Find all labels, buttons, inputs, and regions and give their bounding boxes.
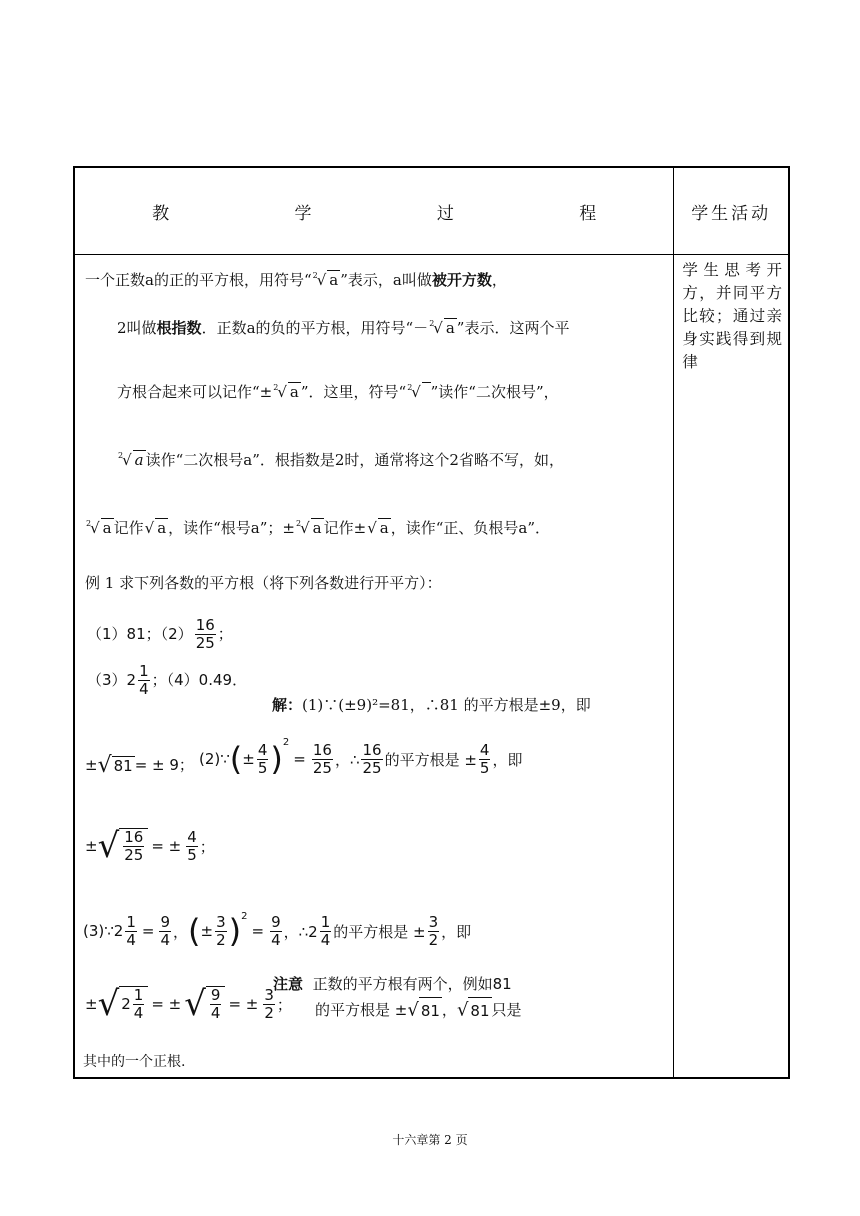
text: ； [199,837,215,856]
text: ± [85,995,98,1013]
denominator: 4 [320,930,331,949]
text: ， [491,271,507,289]
square-root: √ $\frac{9}{4}$ [184,984,225,1024]
content-line-2 [117,317,569,338]
denominator: 25 [124,846,144,864]
radicand [119,828,148,864]
teaching-content-cell [74,255,674,1079]
numerator: 4 [479,740,490,759]
text: ± [85,756,98,774]
radicand: a [329,271,339,289]
fraction [138,663,150,698]
text: 正数的平方根有两个，例如81 [312,975,512,993]
denominator: 5 [187,845,197,864]
text: ．正数a的负的平方根，用符号“－ [201,319,429,337]
text: 一个正数a的正的平方根，用符号“ [85,271,312,289]
numerator: 9 [160,912,171,931]
example-items-row-2 [87,663,247,698]
fraction [215,914,227,949]
example-items-block [87,611,272,707]
root-index: 2 [407,383,413,392]
text: = ± [151,995,182,1013]
text: 读作“二次根号a”．根指数是2时，通常将这个2省略不写，如， [145,451,564,469]
text: ； [276,995,292,1014]
cube-root-symbol: $^2$√ a [312,271,339,289]
text: 方根合起来可以记作“± [117,383,273,401]
radical-symbol: √ a [367,519,389,537]
exponent: 2 [241,911,248,922]
fraction [270,914,282,949]
fraction [320,914,332,949]
fraction [125,914,137,949]
radicand [206,986,226,1022]
text: = [141,922,155,940]
square-root: √ 2 $\frac{1}{4}$ [98,984,149,1024]
text: (2)∵ [199,750,230,768]
content-line-3 [117,381,559,402]
text: ； [217,625,233,643]
numerator: 9 [210,986,221,1004]
denominator: 4 [133,1004,144,1022]
text: ”表示，a叫做 [340,271,432,289]
text: ，即 [492,750,523,769]
radical-symbol: $^2$√ a [296,519,322,537]
text: 的平方根是 ± [315,1001,408,1019]
radical-symbol: $^2$√ a [86,519,112,537]
square-root: √ 81 [407,997,442,1024]
fraction [312,742,333,777]
radicand: a [445,319,455,337]
numerator: 3 [428,912,439,931]
solution-3-result [85,977,292,1031]
text: ，读作“根号a”；± [168,519,295,537]
root-index: 2 [296,519,302,528]
text: ”．这里，符号“ [300,383,407,401]
square-root: √ 81 [457,997,492,1024]
numerator: 1 [126,912,136,931]
radicand: a [379,519,389,537]
fraction [133,987,145,1022]
teaching-process-header [74,167,674,255]
solution-1-result [85,753,194,778]
root-index: 2 [118,451,124,460]
text: ± [85,837,98,855]
page-footer: 十六章第 2 页 [392,1133,468,1147]
text: ，即 [441,922,472,941]
text: (3)∵2 [83,922,124,940]
lesson-table [73,166,790,1079]
numerator: 1 [139,662,149,680]
fraction [195,617,216,652]
radicand: a [312,519,322,537]
text: = [251,922,265,940]
radicand: a [289,383,299,401]
denominator: 4 [210,1004,221,1022]
radical-symbol: $^2$√ a [273,383,299,401]
denominator: 4 [160,930,171,949]
radicand: 81 [113,757,133,775]
numerator: 3 [264,985,274,1004]
student-activity-header [674,167,789,255]
denominator: 4 [271,930,281,949]
teaching-process-title: 教 学 过 程 [152,203,657,224]
radical-symbol: $^2$√ [406,382,430,401]
text: ”表示．这两个平 [456,319,570,337]
text: = [293,750,306,768]
fraction [159,914,171,949]
fraction [257,742,269,777]
numerator: 16 [124,828,144,846]
text: 的平方根是 ± [384,750,477,769]
numerator: 16 [312,740,332,759]
solution-2-result [85,820,215,872]
text: ，∴2 [283,922,318,941]
example-1-heading: 例 1 求下列各数的平方根（将下列各数进行开平方）： [85,574,442,592]
content-line-1 [85,269,507,290]
solution-3: (3)∵2 $\frac{1}{4}$ = $\frac{9}{4}$ ， ( ± $\frac{3}{2}$ ) $^2$ = $\frac{9}{4}$ ，∴2 $\frac{1}{4}$ 的平方根是 ± $\frac{3}{2}$ ，即 [83,911,472,950]
radicand [119,986,148,1022]
radical-symbol: $^2$√ a [118,451,144,469]
fraction [210,987,222,1022]
root-index: 2 [273,383,279,392]
content-line-5 [85,517,550,538]
text: = ± 9； [134,756,194,774]
bold-term: 根指数 [156,319,202,337]
denominator: 25 [312,758,332,777]
numerator: 4 [257,740,268,759]
square-root: √ 81 [97,753,133,778]
text: = ± [228,995,259,1013]
fraction [123,829,144,864]
root-index: 2 [86,519,92,528]
student-activity-title: 学生活动 [691,203,772,224]
text: ，读作“正、负根号a”． [390,519,550,537]
text: = ± [151,837,182,855]
text: ；（4）0.49． [151,671,248,689]
note-line-1 [273,971,522,997]
numerator: 1 [133,986,144,1004]
text: 记作± [323,519,367,537]
root-index: 2 [312,271,318,280]
numerator: 16 [362,740,382,759]
text: ，∴ [334,750,360,769]
teaching-content [75,255,673,1077]
note-label: 注意 [273,975,304,993]
radical-symbol: √ a [144,519,167,537]
text: 记作 [113,519,144,537]
text: 的平方根是 ± [333,922,426,941]
denominator: 2 [264,1003,274,1022]
numerator: 1 [320,912,331,931]
fraction [186,829,198,864]
text: 只是 [491,1001,522,1019]
note-line-2 [273,997,522,1024]
text: （3）2 [87,671,137,689]
denominator: 5 [257,758,268,777]
bold-term: 解： [272,696,303,714]
fraction [428,914,440,949]
denominator: 2 [216,930,226,949]
denominator: 25 [362,758,382,777]
student-activity-cell [674,255,789,1079]
whole-part: 2 [121,995,131,1013]
numerator: 4 [187,827,197,846]
text: ， [441,1001,457,1019]
text: ± [242,750,255,768]
denominator: 4 [126,930,136,949]
denominator: 2 [428,930,439,949]
fraction [361,742,382,777]
solution-1 [272,694,591,715]
numerator: 3 [216,912,226,931]
example-items-row-1 [87,617,233,652]
solution-2: (2)∵ ( ± $\frac{4}{5}$ ) $^2$ = $\frac{16}{25}$ ，∴ $\frac{16}{25}$ 的平方根是 ± $\frac{4}{5}$ ，即 [199,737,523,778]
content-line-4 [117,449,564,470]
text: （1）81；（2） [87,625,193,643]
numerator: 16 [195,616,215,634]
denominator: 5 [479,758,490,777]
note-block [273,971,522,1024]
radicand: 81 [419,997,442,1024]
radicand: 81 [468,997,491,1024]
numerator: 9 [271,912,281,931]
text: ， [173,922,189,941]
root-index: 2 [429,319,435,328]
bold-term: 被开方数 [431,271,492,289]
text: ± [200,922,214,940]
radicand: a [157,519,167,537]
radical-symbol: $^2$√ a [429,319,455,337]
denominator: 4 [139,680,149,698]
student-activity-text: 学生思考开方，并同平方比较；通过亲身实践得到规律 [682,261,782,371]
text: (1)∵(±9)²=81，∴81 的平方根是±9，即 [302,696,591,714]
square-root: √ $\frac{16}{25}$ [98,826,149,866]
radicand: a [134,451,144,469]
text: ”读作“二次根号”， [430,383,559,401]
fraction [479,742,491,777]
text: 2叫做 [117,319,157,337]
denominator: 25 [195,634,215,652]
exponent: 2 [282,737,290,748]
closing-line: 其中的一个正根. [83,1054,186,1070]
radicand: a [102,519,112,537]
